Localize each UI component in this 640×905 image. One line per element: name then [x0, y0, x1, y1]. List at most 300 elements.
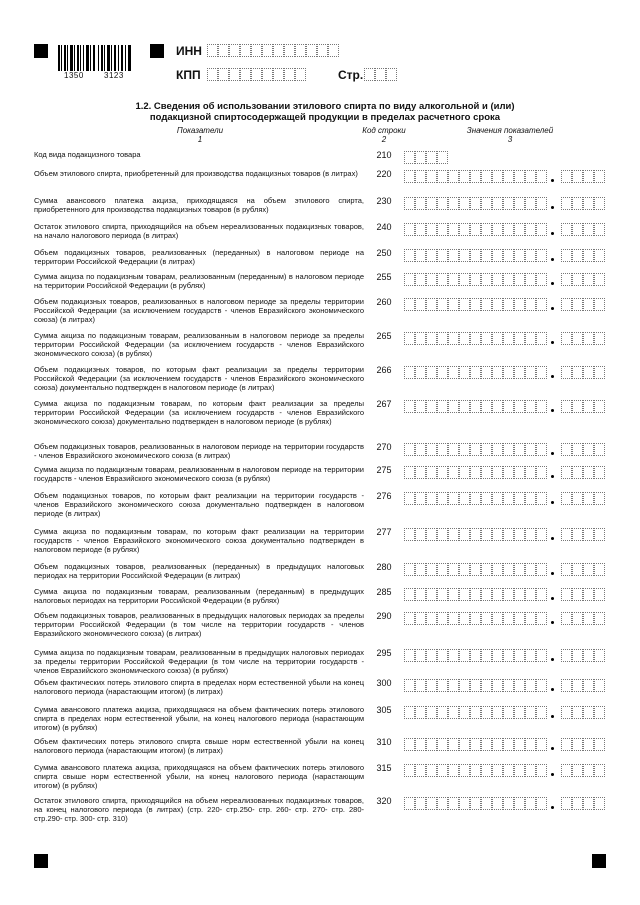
value-cell[interactable]: [492, 366, 503, 379]
value-fraction-cell[interactable]: [561, 612, 572, 625]
value-cell[interactable]: [525, 273, 536, 286]
value-cell[interactable]: [459, 170, 470, 183]
value-cell[interactable]: [536, 528, 547, 541]
value-fraction-cell[interactable]: [572, 612, 583, 625]
value-cell[interactable]: [448, 298, 459, 311]
value-cell[interactable]: [492, 679, 503, 692]
value-cell[interactable]: [492, 528, 503, 541]
value-cell[interactable]: [415, 249, 426, 262]
value-cell[interactable]: [536, 298, 547, 311]
value-cell[interactable]: [470, 443, 481, 456]
value-fraction-field[interactable]: [561, 764, 605, 777]
value-cell[interactable]: [470, 738, 481, 751]
value-cell[interactable]: [448, 563, 459, 576]
value-cell[interactable]: [437, 443, 448, 456]
value-fraction-cell[interactable]: [594, 197, 605, 210]
value-cell[interactable]: [437, 366, 448, 379]
value-cell[interactable]: [536, 679, 547, 692]
value-cell[interactable]: [514, 332, 525, 345]
value-cell[interactable]: [448, 223, 459, 236]
value-cell[interactable]: [470, 563, 481, 576]
value-cell[interactable]: [448, 706, 459, 719]
value-cell[interactable]: [459, 797, 470, 810]
value-fraction-cell[interactable]: [572, 197, 583, 210]
value-cell[interactable]: [536, 223, 547, 236]
value-fraction-cell[interactable]: [594, 249, 605, 262]
value-fraction-cell[interactable]: [572, 400, 583, 413]
value-cell[interactable]: [459, 528, 470, 541]
value-cell[interactable]: [415, 197, 426, 210]
value-cell[interactable]: [404, 332, 415, 345]
value-cell[interactable]: [503, 492, 514, 505]
value-cell[interactable]: [404, 797, 415, 810]
value-cell[interactable]: [404, 298, 415, 311]
value-cell[interactable]: [525, 443, 536, 456]
value-cell[interactable]: [536, 197, 547, 210]
value-fraction-cell[interactable]: [572, 528, 583, 541]
value-cell[interactable]: [415, 366, 426, 379]
value-cell[interactable]: [536, 400, 547, 413]
value-cell[interactable]: [448, 400, 459, 413]
inn-cell[interactable]: [240, 44, 251, 57]
value-cell[interactable]: [426, 249, 437, 262]
value-cell[interactable]: [525, 738, 536, 751]
value-cell[interactable]: [514, 588, 525, 601]
value-fraction-cell[interactable]: [583, 170, 594, 183]
value-cell[interactable]: [448, 738, 459, 751]
value-cell[interactable]: [404, 366, 415, 379]
kpp-cell[interactable]: [295, 68, 306, 81]
value-fraction-cell[interactable]: [561, 400, 572, 413]
value-cell[interactable]: [536, 797, 547, 810]
value-fraction-cell[interactable]: [572, 170, 583, 183]
value-cell[interactable]: [492, 492, 503, 505]
value-cell[interactable]: [415, 492, 426, 505]
value-fraction-cell[interactable]: [583, 706, 594, 719]
value-cell[interactable]: [426, 764, 437, 777]
value-cell[interactable]: [470, 528, 481, 541]
value-cell[interactable]: [448, 273, 459, 286]
value-fraction-cell[interactable]: [594, 649, 605, 662]
value-cell[interactable]: [437, 170, 448, 183]
value-fraction-field[interactable]: [561, 249, 605, 262]
value-cell[interactable]: [514, 679, 525, 692]
value-fraction-cell[interactable]: [561, 528, 572, 541]
value-cell[interactable]: [426, 273, 437, 286]
value-cell[interactable]: [492, 738, 503, 751]
value-cell[interactable]: [415, 298, 426, 311]
value-cell[interactable]: [514, 170, 525, 183]
value-cell[interactable]: [437, 797, 448, 810]
value-cell[interactable]: [437, 197, 448, 210]
value-cell[interactable]: [536, 764, 547, 777]
value-cell[interactable]: [426, 492, 437, 505]
value-fraction-cell[interactable]: [572, 706, 583, 719]
value-cell[interactable]: [448, 170, 459, 183]
value-fraction-cell[interactable]: [561, 797, 572, 810]
value-field[interactable]: [404, 649, 547, 662]
value-cell[interactable]: [415, 466, 426, 479]
value-cell[interactable]: [459, 588, 470, 601]
value-cell[interactable]: [448, 466, 459, 479]
value-cell[interactable]: [503, 563, 514, 576]
value-cell[interactable]: [426, 197, 437, 210]
value-cell[interactable]: [503, 679, 514, 692]
value-cell[interactable]: [525, 366, 536, 379]
value-cell[interactable]: [525, 679, 536, 692]
value-cell[interactable]: [481, 764, 492, 777]
value-cell[interactable]: [437, 612, 448, 625]
value-cell[interactable]: [426, 366, 437, 379]
value-cell[interactable]: [525, 332, 536, 345]
value-cell[interactable]: [481, 223, 492, 236]
value-cell[interactable]: [404, 466, 415, 479]
value-fraction-field[interactable]: [561, 738, 605, 751]
value-field[interactable]: [404, 273, 547, 286]
value-cell[interactable]: [459, 492, 470, 505]
value-fraction-cell[interactable]: [572, 249, 583, 262]
value-cell[interactable]: [415, 706, 426, 719]
value-cell[interactable]: [492, 588, 503, 601]
value-cell[interactable]: [404, 764, 415, 777]
value-cell[interactable]: [503, 170, 514, 183]
inn-cell[interactable]: [284, 44, 295, 57]
value-field[interactable]: [404, 588, 547, 601]
inn-cell[interactable]: [306, 44, 317, 57]
value-fraction-field[interactable]: [561, 298, 605, 311]
value-fraction-field[interactable]: [561, 528, 605, 541]
value-fraction-cell[interactable]: [594, 332, 605, 345]
value-fraction-cell[interactable]: [594, 492, 605, 505]
value-cell[interactable]: [470, 466, 481, 479]
value-cell[interactable]: [481, 249, 492, 262]
value-fraction-cell[interactable]: [594, 612, 605, 625]
value-cell[interactable]: [415, 170, 426, 183]
value-cell[interactable]: [470, 223, 481, 236]
value-cell[interactable]: [536, 249, 547, 262]
inn-cell[interactable]: [328, 44, 339, 57]
value-cell[interactable]: [514, 273, 525, 286]
value-fraction-cell[interactable]: [583, 588, 594, 601]
value-fraction-cell[interactable]: [583, 366, 594, 379]
value-cell[interactable]: [525, 492, 536, 505]
value-fraction-cell[interactable]: [572, 332, 583, 345]
value-cell[interactable]: [536, 588, 547, 601]
page-number-field[interactable]: [364, 68, 397, 81]
value-cell[interactable]: [481, 563, 492, 576]
value-cell[interactable]: [437, 400, 448, 413]
value-cell[interactable]: [437, 223, 448, 236]
value-fraction-cell[interactable]: [583, 298, 594, 311]
value-cell[interactable]: [437, 764, 448, 777]
value-cell[interactable]: [470, 588, 481, 601]
value-cell[interactable]: [514, 443, 525, 456]
value-fraction-cell[interactable]: [583, 332, 594, 345]
value-cell[interactable]: [481, 273, 492, 286]
value-cell[interactable]: [404, 249, 415, 262]
value-fraction-cell[interactable]: [561, 223, 572, 236]
value-cell[interactable]: [536, 706, 547, 719]
value-field[interactable]: [404, 563, 547, 576]
value-cell[interactable]: [503, 223, 514, 236]
value-cell[interactable]: [481, 649, 492, 662]
value-cell[interactable]: [525, 563, 536, 576]
value-cell[interactable]: [470, 492, 481, 505]
value-fraction-cell[interactable]: [594, 797, 605, 810]
value-cell[interactable]: [426, 466, 437, 479]
value-cell[interactable]: [525, 764, 536, 777]
value-fraction-cell[interactable]: [561, 366, 572, 379]
value-cell[interactable]: [448, 528, 459, 541]
value-fraction-cell[interactable]: [561, 563, 572, 576]
value-cell[interactable]: [415, 588, 426, 601]
value-cell[interactable]: [470, 649, 481, 662]
value-fraction-cell[interactable]: [594, 588, 605, 601]
value-cell[interactable]: [437, 332, 448, 345]
value-fraction-cell[interactable]: [594, 466, 605, 479]
value-cell[interactable]: [481, 466, 492, 479]
value-fraction-cell[interactable]: [561, 298, 572, 311]
page-number-cell[interactable]: [364, 68, 375, 81]
inn-cell[interactable]: [273, 44, 284, 57]
value-cell[interactable]: [492, 706, 503, 719]
value-cell[interactable]: [404, 563, 415, 576]
value-cell[interactable]: [525, 249, 536, 262]
value-cell[interactable]: [459, 443, 470, 456]
value-field[interactable]: [404, 298, 547, 311]
value-fraction-field[interactable]: [561, 563, 605, 576]
value-fraction-field[interactable]: [561, 588, 605, 601]
value-cell[interactable]: [514, 528, 525, 541]
value-fraction-field[interactable]: [561, 649, 605, 662]
value-cell[interactable]: [448, 764, 459, 777]
value-cell[interactable]: [404, 400, 415, 413]
value-cell[interactable]: [492, 563, 503, 576]
value-field[interactable]: [404, 706, 547, 719]
value-fraction-cell[interactable]: [594, 738, 605, 751]
value-cell[interactable]: [459, 764, 470, 777]
value-fraction-cell[interactable]: [561, 706, 572, 719]
value-cell[interactable]: [459, 649, 470, 662]
value-cell[interactable]: [492, 797, 503, 810]
value-cell[interactable]: [536, 563, 547, 576]
value-cell[interactable]: [426, 443, 437, 456]
value-field[interactable]: [404, 528, 547, 541]
value-cell[interactable]: [503, 588, 514, 601]
value-cell[interactable]: [404, 612, 415, 625]
value-cell[interactable]: [503, 298, 514, 311]
value-cell[interactable]: [481, 298, 492, 311]
value-cell[interactable]: [481, 706, 492, 719]
value-cell[interactable]: [459, 400, 470, 413]
value-cell[interactable]: [404, 223, 415, 236]
value-fraction-cell[interactable]: [561, 170, 572, 183]
value-fraction-cell[interactable]: [594, 764, 605, 777]
value-fraction-field[interactable]: [561, 332, 605, 345]
value-cell[interactable]: [481, 366, 492, 379]
value-cell[interactable]: [426, 588, 437, 601]
value-field[interactable]: [404, 400, 547, 413]
value-cell[interactable]: [459, 197, 470, 210]
value-cell[interactable]: [404, 679, 415, 692]
value-fraction-cell[interactable]: [583, 443, 594, 456]
value-fraction-field[interactable]: [561, 443, 605, 456]
value-fraction-cell[interactable]: [561, 679, 572, 692]
value-fraction-cell[interactable]: [572, 588, 583, 601]
value-cell[interactable]: [415, 400, 426, 413]
value-cell[interactable]: [448, 197, 459, 210]
value-cell[interactable]: [459, 273, 470, 286]
value-cell[interactable]: [448, 797, 459, 810]
inn-cell[interactable]: [207, 44, 218, 57]
kpp-cell[interactable]: [229, 68, 240, 81]
value-fraction-cell[interactable]: [594, 679, 605, 692]
value-field[interactable]: [404, 764, 547, 777]
value-cell[interactable]: [503, 706, 514, 719]
value-cell[interactable]: [481, 797, 492, 810]
value-cell[interactable]: [503, 443, 514, 456]
value-fraction-cell[interactable]: [572, 443, 583, 456]
value-cell[interactable]: [415, 679, 426, 692]
value-fraction-cell[interactable]: [572, 797, 583, 810]
value-cell[interactable]: [514, 797, 525, 810]
value-cell[interactable]: [492, 249, 503, 262]
value-cell[interactable]: [492, 170, 503, 183]
value-cell[interactable]: [514, 400, 525, 413]
value-cell[interactable]: [481, 612, 492, 625]
value-cell[interactable]: [492, 223, 503, 236]
kpp-cell[interactable]: [262, 68, 273, 81]
value-cell[interactable]: [492, 466, 503, 479]
value-cell[interactable]: [536, 170, 547, 183]
value-cell[interactable]: [470, 400, 481, 413]
value-cell[interactable]: [470, 612, 481, 625]
value-field[interactable]: [404, 223, 547, 236]
value-fraction-cell[interactable]: [572, 738, 583, 751]
value-fraction-cell[interactable]: [583, 764, 594, 777]
value-cell[interactable]: [459, 332, 470, 345]
value-cell[interactable]: [536, 738, 547, 751]
value-cell[interactable]: [481, 679, 492, 692]
value-cell[interactable]: [525, 797, 536, 810]
value-cell[interactable]: [492, 649, 503, 662]
value-fraction-cell[interactable]: [594, 170, 605, 183]
inn-cell[interactable]: [295, 44, 306, 57]
value-field[interactable]: [404, 170, 547, 183]
value-fraction-cell[interactable]: [583, 797, 594, 810]
value-fraction-cell[interactable]: [583, 273, 594, 286]
value-fraction-field[interactable]: [561, 797, 605, 810]
value-cell[interactable]: [426, 797, 437, 810]
value-fraction-cell[interactable]: [561, 273, 572, 286]
value-fraction-cell[interactable]: [561, 764, 572, 777]
value-cell[interactable]: [437, 466, 448, 479]
value-fraction-cell[interactable]: [572, 366, 583, 379]
value-cell[interactable]: [503, 273, 514, 286]
value-cell[interactable]: [503, 612, 514, 625]
value-cell[interactable]: [426, 706, 437, 719]
value-cell[interactable]: [514, 298, 525, 311]
inn-cell[interactable]: [262, 44, 273, 57]
value-field[interactable]: [404, 151, 448, 164]
inn-cell[interactable]: [229, 44, 240, 57]
value-fraction-cell[interactable]: [583, 197, 594, 210]
value-cell[interactable]: [536, 612, 547, 625]
value-fraction-cell[interactable]: [561, 588, 572, 601]
value-cell[interactable]: [525, 466, 536, 479]
value-cell[interactable]: [448, 366, 459, 379]
value-cell[interactable]: [514, 764, 525, 777]
value-cell[interactable]: [525, 298, 536, 311]
value-fraction-cell[interactable]: [583, 649, 594, 662]
value-cell[interactable]: [481, 400, 492, 413]
value-cell[interactable]: [459, 706, 470, 719]
value-fraction-cell[interactable]: [572, 563, 583, 576]
value-fraction-cell[interactable]: [583, 492, 594, 505]
value-fraction-field[interactable]: [561, 170, 605, 183]
value-cell[interactable]: [525, 197, 536, 210]
value-cell[interactable]: [448, 588, 459, 601]
value-fraction-cell[interactable]: [583, 249, 594, 262]
value-cell[interactable]: [525, 649, 536, 662]
value-cell[interactable]: [415, 797, 426, 810]
value-fraction-cell[interactable]: [561, 249, 572, 262]
value-cell[interactable]: [459, 223, 470, 236]
value-cell[interactable]: [525, 528, 536, 541]
value-fraction-field[interactable]: [561, 366, 605, 379]
value-cell[interactable]: [503, 738, 514, 751]
value-cell[interactable]: [492, 332, 503, 345]
value-fraction-cell[interactable]: [572, 466, 583, 479]
kpp-cell[interactable]: [251, 68, 262, 81]
value-field[interactable]: [404, 197, 547, 210]
value-cell[interactable]: [404, 649, 415, 662]
value-cell[interactable]: [448, 443, 459, 456]
value-cell[interactable]: [437, 588, 448, 601]
value-fraction-field[interactable]: [561, 197, 605, 210]
value-cell[interactable]: [426, 528, 437, 541]
kpp-cell[interactable]: [240, 68, 251, 81]
value-fraction-field[interactable]: [561, 223, 605, 236]
value-cell[interactable]: [415, 563, 426, 576]
value-fraction-cell[interactable]: [561, 492, 572, 505]
value-cell[interactable]: [481, 170, 492, 183]
value-cell[interactable]: [415, 612, 426, 625]
value-cell[interactable]: [426, 298, 437, 311]
value-cell[interactable]: [426, 170, 437, 183]
kpp-cell[interactable]: [284, 68, 295, 81]
value-cell[interactable]: [404, 197, 415, 210]
value-cell[interactable]: [481, 738, 492, 751]
value-cell[interactable]: [514, 223, 525, 236]
value-fraction-cell[interactable]: [594, 563, 605, 576]
value-cell[interactable]: [514, 197, 525, 210]
value-cell[interactable]: [404, 492, 415, 505]
value-fraction-cell[interactable]: [572, 273, 583, 286]
value-cell[interactable]: [514, 738, 525, 751]
value-cell[interactable]: [470, 366, 481, 379]
value-cell[interactable]: [503, 332, 514, 345]
value-cell[interactable]: [514, 492, 525, 505]
value-fraction-cell[interactable]: [583, 223, 594, 236]
inn-cell[interactable]: [218, 44, 229, 57]
value-cell[interactable]: [470, 797, 481, 810]
page-number-cell[interactable]: [386, 68, 397, 81]
value-cell[interactable]: [415, 273, 426, 286]
value-cell[interactable]: [514, 366, 525, 379]
value-cell[interactable]: [415, 764, 426, 777]
value-cell[interactable]: [514, 649, 525, 662]
